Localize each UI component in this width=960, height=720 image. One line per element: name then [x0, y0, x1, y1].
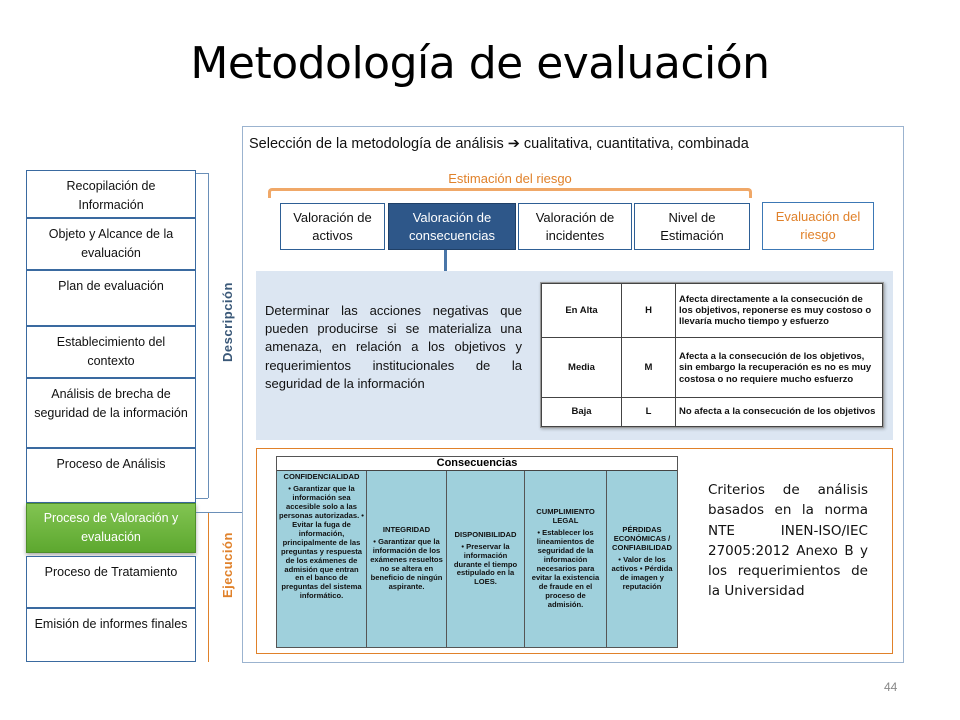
consequences-title: Consecuencias: [277, 457, 677, 471]
estimation-label: Estimación del riesgo: [448, 171, 572, 186]
impact-level: Baja: [542, 398, 622, 427]
connector-line: [196, 512, 242, 513]
step-valoracion-incidentes[interactable]: Valoración de incidentes: [518, 203, 632, 250]
consequences-table: [276, 456, 678, 648]
ejecucion-label: Ejecución: [220, 532, 235, 598]
selection-text: Selección de la metodología de análisis ➔ cualitativa, cuantitativa, combinada: [249, 136, 749, 152]
table-row: [542, 284, 883, 338]
sidebar-item-label: Emisión de informes finales: [34, 617, 188, 631]
impact-level: En Alta: [542, 284, 622, 338]
consequences-column: CONFIDENCIALIDAD • Garantizar que la información sea accesible solo a las personas autorizadas. • Evitar la fuga de información, principalmente de las preguntas y respuesta de los exámenes de admisión que entran en el banco de preguntas del sistema informático.: [277, 471, 367, 647]
page-title: Metodología de evaluación: [190, 38, 770, 89]
connector-line: [196, 173, 208, 174]
estimation-bracket: [268, 188, 752, 198]
sidebar-item-objeto-alcance[interactable]: [26, 218, 196, 270]
connector-line: [196, 498, 208, 499]
sidebar-item-label: Plan de evaluación: [58, 279, 164, 293]
connector-line: [208, 173, 209, 498]
sidebar-item-recopilacion[interactable]: [26, 170, 196, 218]
impact-table: [540, 282, 884, 428]
page-number: 44: [884, 680, 898, 694]
sidebar-item-label: Análisis de brecha de seguridad de la información: [34, 387, 188, 421]
table-row: [542, 398, 883, 427]
description-text: Determinar las acciones negativas que pueden producirse si se materializa una amenaza, en relación a los objetivos y requerimientos institucionales de la seguridad de la información: [265, 303, 522, 391]
sidebar-item-label: Proceso de Valoración y evaluación: [43, 511, 179, 545]
sidebar-item-informes[interactable]: [26, 608, 196, 662]
consequences-column: INTEGRIDAD • Garantizar que la información de los exámenes resueltos no se altera en beneficio de ningún aspirante.: [367, 471, 447, 647]
connector-line: [444, 250, 447, 271]
sidebar-item-brecha[interactable]: [26, 378, 196, 448]
consequences-column: PÉRDIDAS ECONÓMICAS / CONFIABILIDAD • Valor de los activos • Pérdida de imagen y reputación: [611, 525, 673, 591]
sidebar-item-tratamiento[interactable]: [26, 556, 196, 608]
impact-code: M: [622, 338, 676, 398]
step-nivel-estimacion[interactable]: Nivel de Estimación: [634, 203, 750, 250]
criteria-text: Criterios de análisis basados en la norma NTE INEN-ISO/IEC 27005:2012 Anexo B y los requerimientos de la Universidad: [708, 482, 868, 600]
sidebar-item-contexto[interactable]: [26, 326, 196, 378]
connector-line: [208, 512, 209, 662]
impact-level: Media: [542, 338, 622, 398]
step-valoracion-activos[interactable]: Valoración de activos: [280, 203, 385, 250]
sidebar-item-label: Recopilación de Información: [66, 179, 156, 213]
sidebar-item-plan[interactable]: [26, 270, 196, 326]
table-row: [542, 338, 883, 398]
impact-description: Afecta directamente a la consecución de los objetivos, reponerse es muy costoso o llevaría mucho tiempo y esfuerzo: [676, 284, 883, 338]
sidebar-item-label: Proceso de Análisis: [56, 457, 166, 471]
consequences-column: DISPONIBILIDAD • Preservar la información durante el tiempo estipulado en la LOES.: [447, 471, 525, 647]
consequences-column: CUMPLIMIENTO LEGAL • Establecer los lineamientos de seguridad de la información necesarios para evitar la existencia de fraude en el proceso de admisión.: [525, 471, 607, 647]
sidebar-item-label: Proceso de Tratamiento: [44, 565, 178, 579]
impact-code: H: [622, 284, 676, 338]
sidebar-item-label: Establecimiento del contexto: [56, 335, 166, 369]
impact-code: L: [622, 398, 676, 427]
sidebar-item-label: Objeto y Alcance de la evaluación: [48, 227, 174, 261]
sidebar-item-analisis[interactable]: [26, 448, 196, 503]
step-evaluacion-riesgo[interactable]: Evaluación del riesgo: [762, 202, 874, 250]
sidebar-item-valoracion[interactable]: [26, 503, 196, 553]
descripcion-label: Descripción: [220, 282, 235, 362]
impact-description: No afecta a la consecución de los objetivos: [676, 398, 883, 427]
step-valoracion-consecuencias[interactable]: Valoración de consecuencias: [388, 203, 516, 250]
impact-description: Afecta a la consecución de los objetivos, sin embargo la recuperación es no es muy costosa o no requiere mucho esfuerzo: [676, 338, 883, 398]
